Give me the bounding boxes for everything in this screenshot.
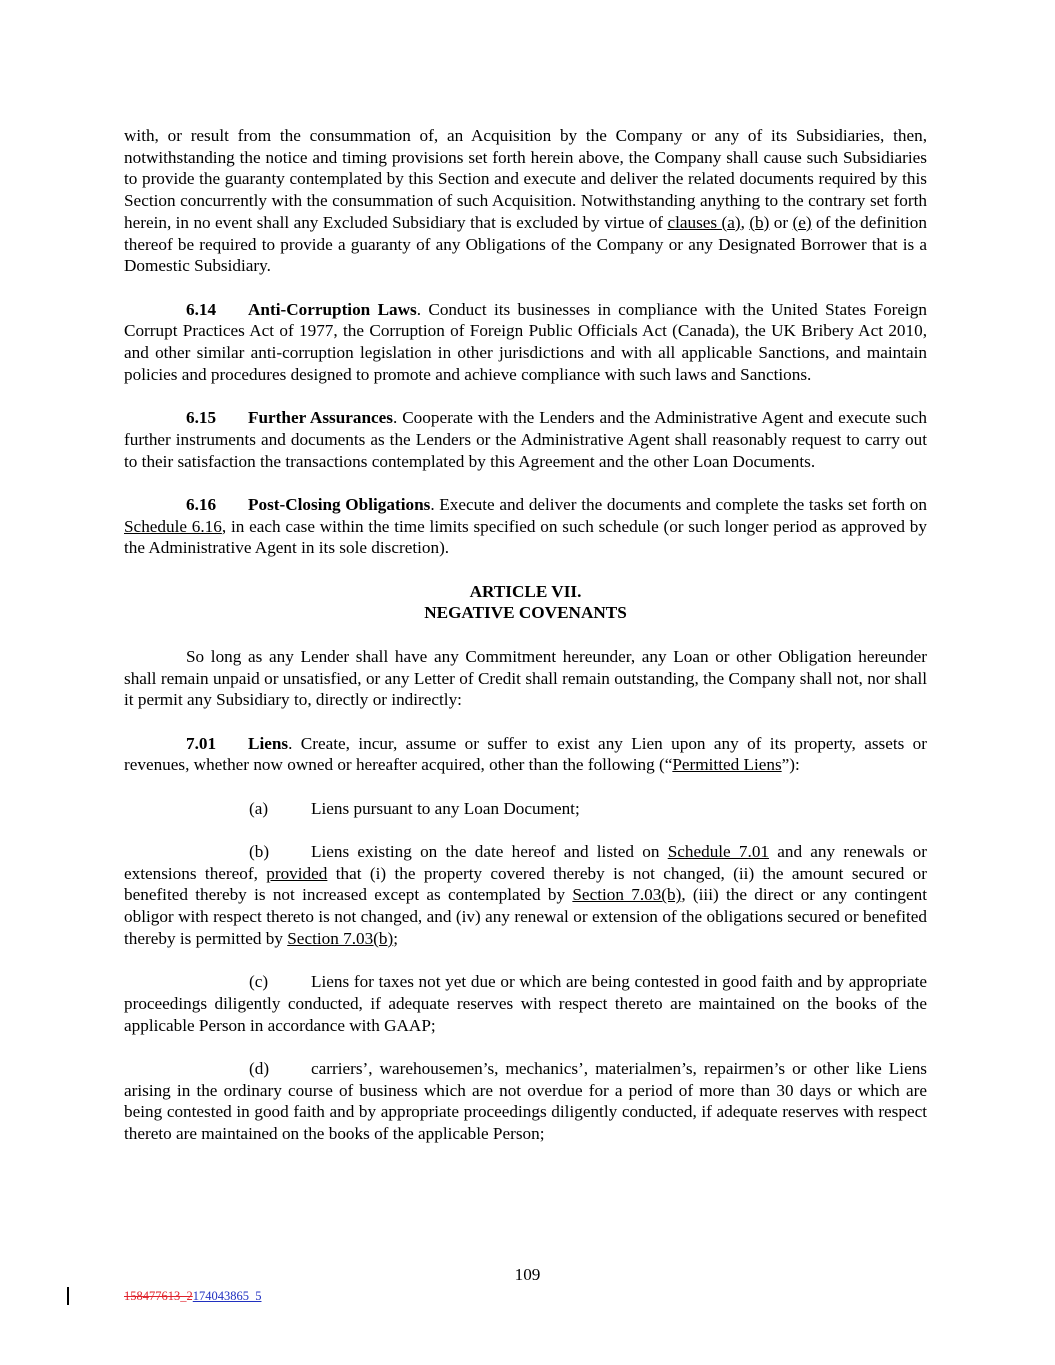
section-heading: Anti-Corruption Laws — [248, 299, 417, 319]
text-run: So long as any Lender shall have any Commitment hereunder, any Loan or other Obligation hereunder shall remain unpaid or unsatisfied, or any Letter of Credit shall remain outstanding, the Company shall not, nor shall it permit any Subsidiary to, directly or indirectly: — [124, 646, 927, 710]
text-run: , in each case within the time limits specified on such schedule (or such longer period as approved by the Administrative Agent in its sole discretion). — [124, 516, 927, 558]
cross-reference: provided — [266, 863, 328, 883]
cross-reference: Permitted Liens — [672, 755, 782, 775]
document-id-footer — [124, 1289, 262, 1304]
deleted-doc-id: 158477613_2 — [124, 1289, 193, 1303]
section-heading: Liens — [248, 733, 289, 753]
section-heading: Post-Closing Obligations — [248, 494, 431, 514]
text-run: Liens for taxes not yet due or which are being contested in good faith and by appropriate proceedings diligently conducted, if adequate reserves with respect thereto are maintained on the books of the applicable Person in accordance with GAAP; — [124, 972, 927, 1035]
text-run: . Create, incur, assume or suffer to exist any Lien upon any of its property, assets or revenues, whether now owned or hereafter acquired, other than the following (“ — [124, 733, 927, 775]
text-run: that (i) the property covered thereby is not changed, (ii) the amount secured or benefited thereby is not increased except as contemplated by — [124, 863, 927, 905]
article-heading — [124, 581, 927, 624]
text-run: carriers’, warehousemen’s, mechanics’, materialmen’s, repairmen’s or other like Liens arising in the ordinary course of business which are not overdue for a period of more than 30 days or which are being contested in good faith and by appropriate proceedings diligently conducted, if adequate reserves with respect thereto are maintained on the books of the applicable Person; — [124, 1059, 927, 1144]
section-number: 6.15 — [186, 408, 217, 428]
document-body — [124, 125, 927, 1167]
paragraph — [124, 125, 927, 277]
text-run: and any renewals or extensions thereof, — [124, 842, 927, 883]
text-run: Liens existing on the date hereof and listed on — [311, 842, 668, 862]
section-7-paragraphs — [124, 646, 927, 1145]
cross-reference: (b) — [749, 212, 770, 232]
cross-reference: clauses (a) — [667, 212, 741, 232]
section-number: 6.14 — [186, 299, 217, 319]
cross-reference: Section 7.03(b) — [287, 928, 394, 948]
clause-label: (b) — [249, 842, 270, 862]
text-run: Liens pursuant to any Loan Document; — [311, 798, 580, 818]
clause-label: (d) — [249, 1059, 270, 1079]
cross-reference: Section 7.03(b) — [572, 885, 682, 905]
article-number: ARTICLE VII. — [469, 581, 582, 601]
paragraph — [124, 494, 927, 559]
section-number: 7.01 — [186, 733, 217, 753]
text-run: with, or result from the consummation of, an Acquisition by the Company or any of its Subsidiaries, then, notwithstanding the notice and timing provisions set forth herein above, the Company shall cause such Subsidiaries to provide the guaranty contemplated by this Section and execute and deliver the related documents required by this Section concurrently with the consummation of such Acquisition. Notwithstanding anything to the contrary set forth herein, in no event shall any Excluded Subsidiary that is excluded by virtue of — [124, 126, 927, 232]
article-title: NEGATIVE COVENANTS — [424, 603, 627, 623]
inserted-doc-id: 174043865_5 — [192, 1289, 262, 1303]
text-run: . Cooperate with the Lenders and the Administrative Agent and execute such further instruments and documents as the Lenders or the Administrative Agent shall reasonably request to carry out to their satisfaction the transactions contemplated by this Agreement and the other Loan Documents. — [124, 408, 927, 471]
page-number: 109 — [514, 1265, 541, 1284]
paragraph — [124, 646, 927, 711]
paragraph — [124, 407, 927, 472]
cross-reference: Schedule 6.16 — [124, 516, 222, 536]
paragraph — [124, 971, 927, 1036]
paragraph — [124, 1058, 927, 1145]
paragraph — [124, 841, 927, 950]
section-heading: Further Assurances — [248, 408, 393, 428]
section-number: 6.16 — [186, 494, 217, 514]
clause-label: (c) — [249, 972, 269, 992]
text-run: ; — [393, 928, 399, 948]
text-run: , — [740, 212, 750, 232]
paragraph — [124, 798, 927, 820]
paragraph — [124, 299, 927, 386]
cross-reference: (e) — [792, 212, 812, 232]
text-run: , (iii) the direct or any contingent obligor with respect thereto is not changed, and (iv) any renewal or extension of the obligations secured or benefited thereby is permitted by — [124, 885, 927, 948]
text-run: or — [769, 212, 793, 232]
text-run: . Conduct its businesses in compliance with the United States Foreign Corrupt Practices Act of 1977, the Corruption of Foreign Public Officials Act (Canada), the UK Bribery Act 2010, and other similar anti-corruption legislation in other jurisdictions and with all applicable Sanctions, and maintain policies and procedures designed to promote and achieve compliance with such laws and Sanctions. — [124, 299, 927, 384]
text-run: of the definition thereof be required to provide a guaranty of any Obligations of the Company or any Designated Borrower that is a Domestic Subsidiary. — [124, 212, 927, 276]
clause-label: (a) — [249, 798, 269, 818]
section-6-paragraphs — [124, 125, 927, 559]
text-run: . Execute and deliver the documents and complete the tasks set forth on — [430, 494, 927, 514]
text-run: ”): — [781, 755, 800, 775]
cross-reference: Schedule 7.01 — [667, 842, 770, 862]
paragraph — [124, 733, 927, 776]
change-bar — [67, 1287, 69, 1305]
